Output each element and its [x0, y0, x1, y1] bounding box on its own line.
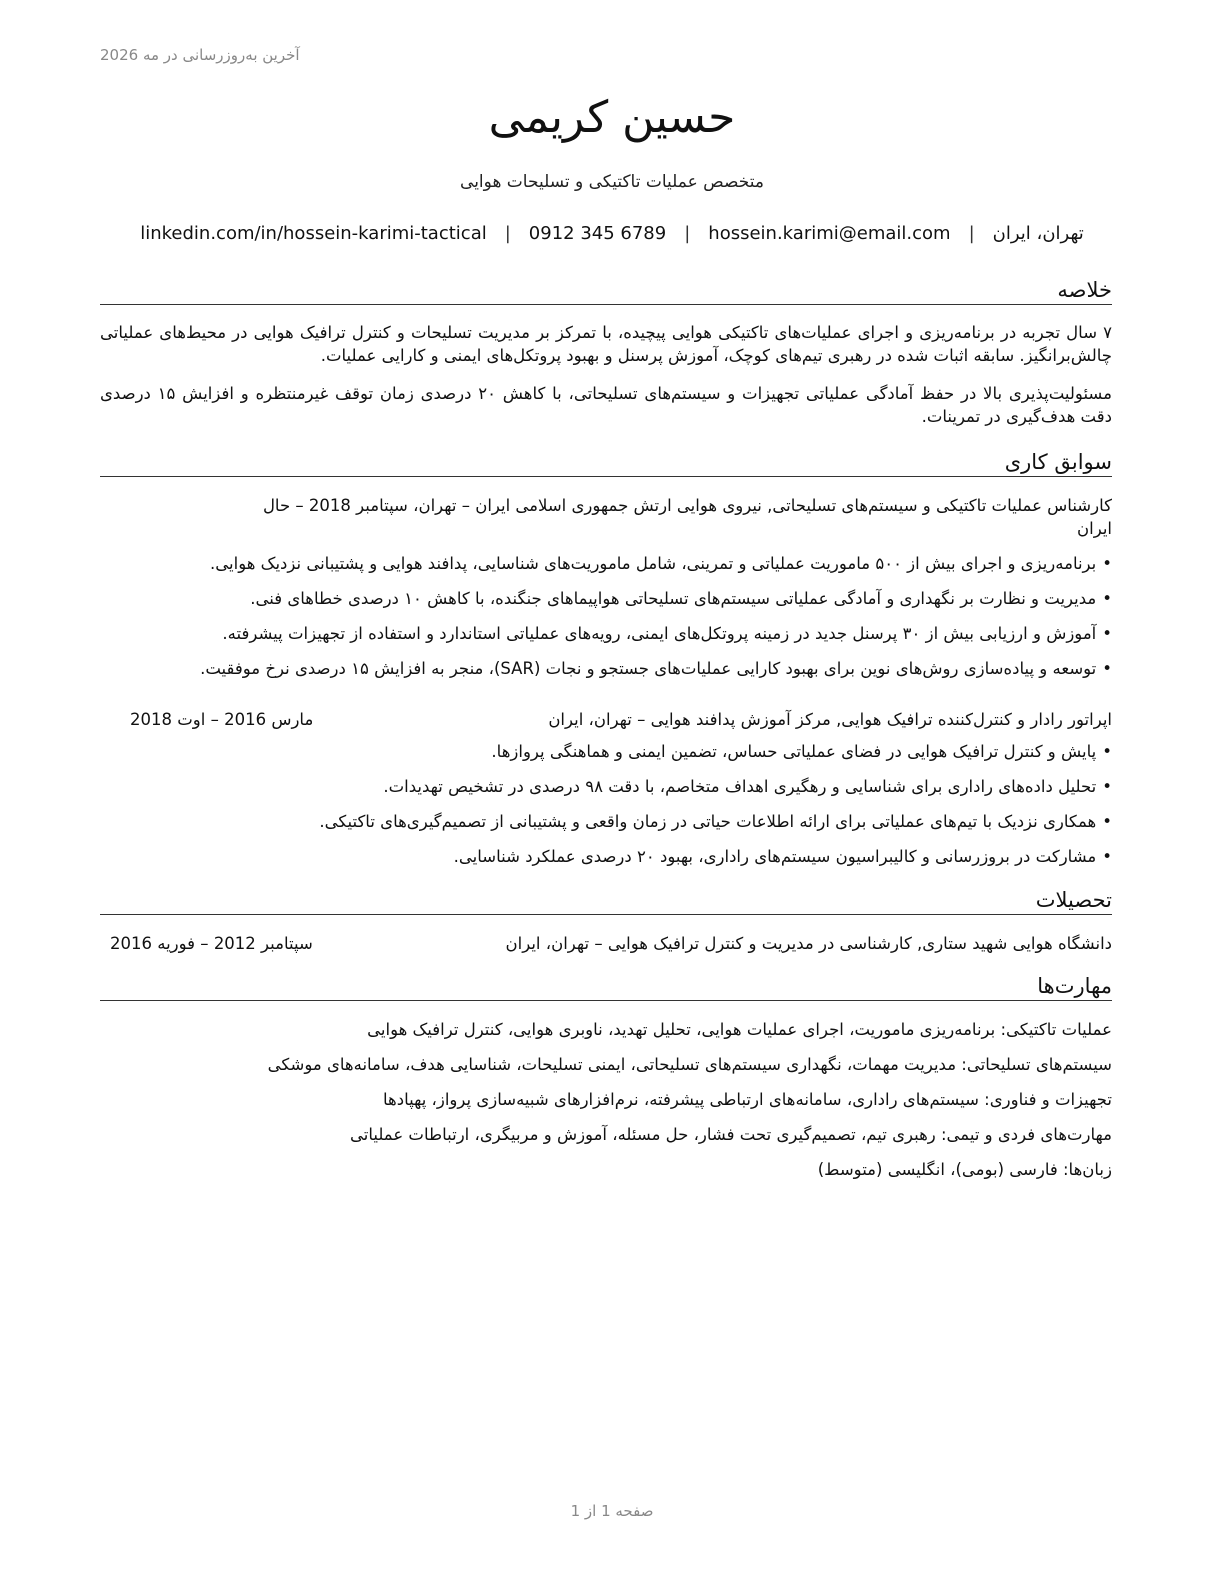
summary-heading: خلاصه: [100, 278, 1112, 305]
list-item: • همکاری نزدیک با تیم‌های عملیاتی برای ارائه اطلاعات حیاتی در زمان واقعی و پشتیبانی از تصمیم‌گیری‌های تاکتیکی.: [96, 810, 1112, 845]
candidate-title: متخصص عملیات تاکتیکی و تسلیحات هوایی: [460, 172, 764, 192]
job-2-role: اپراتور رادار و کنترل‌کننده ترافیک هوایی, مرکز آموزش پدافند هوایی – تهران، ایران: [548, 710, 1112, 729]
skills-heading: مهارت‌ها: [100, 974, 1112, 1001]
contact-phone[interactable]: 0912 345 6789: [528, 223, 667, 244]
education-heading: تحصیلات: [100, 888, 1112, 915]
list-item: • مدیریت و نظارت بر نگهداری و آمادگی عملیاتی سیستم‌های تسلیحاتی هواپیماهای جنگنده، با کاهش ۱۰ درصدی خطاهای فنی.: [96, 587, 1112, 622]
education-date: سپتامبر 2012 – فوریه 2016: [110, 934, 313, 953]
job-1-bullets: [96, 552, 1112, 692]
contact-separator: |: [968, 223, 975, 244]
candidate-name: حسین کریمی: [488, 92, 736, 143]
job-2-bullets: [96, 740, 1112, 880]
skill-line-soft: مهارت‌های فردی و تیمی: رهبری تیم، تصمیم‌گیری تحت فشار، حل مسئله، آموزش و مربیگری، ارتباطات عملیاتی: [349, 1125, 1112, 1144]
contact-separator: |: [504, 223, 511, 244]
job-2-header: [100, 708, 1112, 731]
list-item: • پایش و کنترل ترافیک هوایی در فضای عملیاتی حساس، تضمین ایمنی و هماهنگی پروازها.: [96, 740, 1112, 775]
job-1-header: [100, 494, 1112, 540]
education-degree: دانشگاه هوایی شهید ستاری, کارشناسی در مدیریت و کنترل ترافیک هوایی – تهران، ایران: [505, 934, 1112, 953]
education-entry: [100, 932, 1112, 955]
list-item: • برنامه‌ریزی و اجرای بیش از ۵۰۰ ماموریت عملیاتی و تمرینی، شامل ماموریت‌های شناسایی، پدافند هوایی و پشتیبانی نزدیک هوایی.: [96, 552, 1112, 587]
skill-line-tactical: عملیات تاکتیکی: برنامه‌ریزی ماموریت، اجرای عملیات هوایی، تحلیل تهدید، ناوبری هوایی، کنترل ترافیک هوایی: [367, 1020, 1112, 1039]
job-1-role-cont: ایران: [1077, 519, 1112, 538]
contact-linkedin[interactable]: linkedin.com/in/hossein-karimi-tactical: [140, 223, 487, 244]
job-2-date: مارس 2016 – اوت 2018: [130, 710, 314, 729]
contact-separator: |: [684, 223, 691, 244]
job-1-role: کارشناس عملیات تاکتیکی و سیستم‌های تسلیحاتی, نیروی هوایی ارتش جمهوری اسلامی ایران – تهران، سپتامبر 2018 – حال: [262, 496, 1112, 515]
list-item: • آموزش و ارزیابی بیش از ۳۰ پرسنل جدید در زمینه پروتکل‌های ایمنی، رویه‌های عملیاتی استاندارد و استفاده از تجهیزات پیشرفته.: [96, 622, 1112, 657]
list-item: • تحلیل داده‌های راداری برای شناسایی و رهگیری اهداف متخاصم، با دقت ۹۸ درصدی در تشخیص تهدیدات.: [96, 775, 1112, 810]
contact-email[interactable]: hossein.karimi@email.com: [708, 223, 951, 244]
experience-heading: سوابق کاری: [100, 450, 1112, 477]
contact-location: تهران، ایران: [992, 223, 1084, 244]
summary-paragraph-2: مسئولیت‌پذیری بالا در حفظ آمادگی عملیاتی تجهیزات و سیستم‌های تسلیحاتی، با کاهش ۲۰ درصدی زمان توقف غیرمنتظره و افزایش ۱۵ درصدی دقت هدف‌گیری در تمرینات.: [100, 384, 1112, 426]
last-updated: آخرین به‌روزرسانی در مه 2026: [100, 46, 300, 64]
summary-paragraph-1: ۷ سال تجربه در برنامه‌ریزی و اجرای عملیات‌های تاکتیکی هوایی پیچیده، با تمرکز بر مدیریت تسلیحات و کنترل ترافیک هوایی در محیط‌های عملیاتی چالش‌برانگیز. سابقه اثبات شده در رهبری تیم‌های کوچک، آموزش پرسنل و بهبود پروتکل‌های ایمنی و کارایی عملیات.: [100, 323, 1112, 365]
skill-line-equipment: تجهیزات و فناوری: سیستم‌های راداری، سامانه‌های ارتباطی پیشرفته، نرم‌افزارهای شبیه‌سازی پرواز، پهپادها: [383, 1090, 1112, 1109]
contact-line: [0, 223, 1224, 244]
list-item: • مشارکت در بروزرسانی و کالیبراسیون سیستم‌های راداری، بهبود ۲۰ درصدی عملکرد شناسایی.: [96, 845, 1112, 880]
list-item: • توسعه و پیاده‌سازی روش‌های نوین برای بهبود کارایی عملیات‌های جستجو و نجات (SAR)، منجر به افزایش ۱۵ درصدی نرخ موفقیت.: [96, 657, 1112, 692]
page-number: صفحه 1 از 1: [570, 1502, 654, 1520]
skill-line-weapons: سیستم‌های تسلیحاتی: مدیریت مهمات، نگهداری سیستم‌های تسلیحاتی، ایمنی تسلیحات، شناسایی هدف، سامانه‌های موشکی: [267, 1055, 1112, 1074]
skill-line-languages: زبان‌ها: فارسی (بومی)، انگلیسی (متوسط): [817, 1160, 1112, 1179]
